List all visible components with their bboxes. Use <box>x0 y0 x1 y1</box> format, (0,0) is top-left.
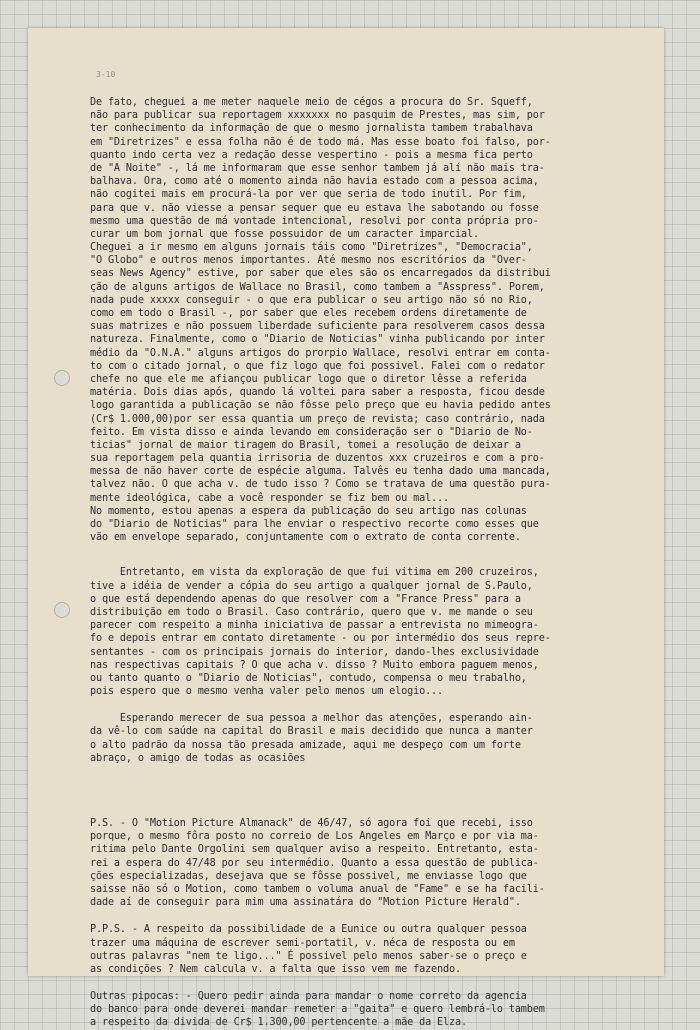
text-line: do "Diario de Noticias" para lhe enviar o respectivo recorte como esses que <box>90 519 539 530</box>
text-line: mesmo uma questão de má vontade intencional, resolvi por conta própria pro- <box>90 215 539 227</box>
postscript-2 <box>90 923 638 976</box>
text-line: "O Globo" e outros menos importantes. Até mesmo nos escritórios da "Over- <box>90 255 527 267</box>
paragraph-entretanto <box>90 566 638 698</box>
postscript <box>90 817 638 909</box>
text-line: De fato, cheguei a me meter naquele meio de cégos a procura do Sr. Squeff, <box>90 97 533 108</box>
text-line: ção de alguns artigos de Wallace no Brasil, como tambem a "Asspress". Porem, <box>90 281 545 293</box>
text-line: P.S. - O "Motion Picture Almanack" de 46/47, só agora foi que recebi, isso <box>90 818 533 829</box>
text-line: de "A Noite" -, lá me informaram que esse senhor tambem já alí não mais tra- <box>90 162 545 174</box>
text-line: em "Diretrizes" e essa folha não é de todo má. Mas esse boato foi falso, por- <box>90 136 551 148</box>
text-line: rei a espera do 47/48 por seu intermédio. Quanto a essa questão de publica- <box>90 857 539 869</box>
text-line: seas News Agency" estive, por saber que eles são os encarregados da distribui <box>90 268 551 280</box>
text-line: ritima pelo Dante Orgolini sem qualquer aviso a respeito. Entretanto, esta- <box>90 844 539 856</box>
text-line: Entretanto, em vista da exploração de que fui vitima em 200 cruzeiros, <box>90 567 539 579</box>
text-line: nas respectivas capitais ? O que acha v. disso ? Muito embora paguem menos, <box>90 659 539 671</box>
text-line: Outras pipocas: - Quero pedir ainda para mandar o nome correto da agencia <box>90 991 527 1003</box>
text-line: talvez não. O que acha v. de tudo isso ? Como se tratava de uma questão pura- <box>90 479 551 491</box>
text-line: o que está dependendo apenas do que resolver com a "France Press" para a <box>90 593 521 605</box>
text-line: natureza. Finalmente, como o "Diario de Noticias" vinha publicando por inter <box>90 334 545 346</box>
text-line: porque, o mesmo fôra posto no correio de Los Angeles em Março e por via ma- <box>90 831 539 843</box>
punch-hole <box>54 602 70 618</box>
text-line: não para publicar sua reportagem xxxxxxx no pasquim de Prestes, mas sim, por <box>90 110 545 122</box>
text-line: (Cr$ 1.000,00)por ser essa quantia um preço de revista; caso contrário, nada <box>90 413 545 425</box>
text-line: ter conhecimento da informação de que o mesmo jornalista tambem trabalhava <box>90 123 533 135</box>
text-line: distribuição em todo o Brasil. Caso contrário, quero que v. me mande o seu <box>90 606 533 618</box>
text-line: da vê-lo com saúde na capital do Brasil e mais decidido que nunca a manter <box>90 726 533 738</box>
page-mark: 3-10 <box>96 70 116 79</box>
text-line: trazer uma máquina de escrever semi-portatil, v. néca de resposta ou em <box>90 937 515 949</box>
text-line: ou tanto quanto o "Diario de Noticias", contudo, compensa o meu trabalho, <box>90 672 527 684</box>
text-line: logo garantida a publicação se não fôsse pelo preço que eu havia pedido antes <box>90 400 551 412</box>
text-line: P.P.S. - A respeito da possibilidade de a Eunice ou outra qualquer pessoa <box>90 924 527 936</box>
text-line: parecer com respeito a minha iniciativa de passar a entrevista no mimeogra- <box>90 620 539 632</box>
text-line: messa de não haver corte de espécie alguma. Talvês eu tenha dado uma mancada, <box>90 466 551 478</box>
text-line: Cheguei a ir mesmo em alguns jornais táis como "Diretrizes", "Democracia", <box>90 242 533 254</box>
text-line: suas matrizes e não possuem liberdade suficiente para resolverem casos dessa <box>90 321 545 333</box>
text-line: tive a idéia de vender a cópia do seu artigo a qualquer jornal de S.Paulo, <box>90 580 533 592</box>
text-line: chefe no que ele me afiançou publicar logo que o diretor lêsse a referida <box>90 373 527 385</box>
punch-hole <box>54 370 70 386</box>
text-line: dade aí de conseguir para mim uma assinatára do "Motion Picture Herald". <box>90 897 521 909</box>
text-line: vão em envelope separado, conjuntamente com o extrato de conta corrente. <box>90 532 521 544</box>
text-line: matéria. Dois dias após, quando lá voltei para saber a resposta, ficou desde <box>90 387 545 399</box>
text-line: balhava. Ora, como até o momento ainda não havia estado com a pessoa acima, <box>90 176 539 188</box>
text-line: as condições ? Nem calcula v. a falta que isso vem me fazendo. <box>90 963 461 975</box>
text-line: fo e depois entrar em contato diretamente - ou por intermédio dos seus repre- <box>90 633 551 645</box>
paragraph-main <box>90 96 638 544</box>
text-line: como em todo o Brasil -, por saber que eles recebem ordens diretamente de <box>90 308 527 319</box>
letter-page <box>28 28 664 1029</box>
text-line: sua reportagem pela quantia irrisoria de duzentos xxx cruzeiros e com a pro- <box>90 453 545 465</box>
text-line: ticias" jornal de maior tiragem do Brasil, tomei a resolução de deixar a <box>90 439 521 451</box>
text-line: to com o citado jornal, o que fiz logo que foi possivel. Falei com o redator <box>90 360 545 372</box>
text-line: não cogitei mais em procurá-la por ver que seria de todo inutil. Por fim, <box>90 189 527 201</box>
text-line: do banco para onde deverei mandar remeter a "gaita" e quero lembrá-lo tambem <box>90 1004 545 1016</box>
paragraph-closing <box>90 712 638 765</box>
text-line: curar um bom jornal que fosse possuidor de um caracter imparcial. <box>90 228 479 240</box>
text-line: No momento, estou apenas a espera da publicação do seu artigo nas colunas <box>90 505 527 517</box>
text-line: nada pude xxxxx conseguir - o que era publicar o seu artigo não só no Rio, <box>90 294 533 306</box>
text-line: saisse não só o Motion, como tambem o voluma anual de "Fame" e se ha facili- <box>90 883 545 895</box>
text-line: a respeito da divida de Cr$ 1.300,00 pertencente a mãe da Elza. <box>90 1017 467 1029</box>
text-line: Esperando merecer de sua pessoa a melhor das atenções, esperando ain- <box>90 713 533 725</box>
text-line: quanto indo certa vez a redação desse vespertino - pois a mesma fica perto <box>90 149 533 161</box>
outras-pipocas <box>90 990 638 1030</box>
text-line: abraço, o amigo de todas as ocasiões <box>90 752 306 764</box>
text-line: ções especializadas, desejava que se fôsse possivel, me enviasse logo que <box>90 870 527 882</box>
text-line: para que v. não viesse a pensar sequer que eu estava lhe sabotando ou fosse <box>90 202 539 214</box>
text-line: médio da "O.N.A." alguns artigos do prorpio Wallace, resolvi entrar em conta- <box>90 347 551 359</box>
text-line: mente ideológica, cabe a você responder se fiz bem ou mal... <box>90 492 450 504</box>
text-line: feito. Em vista disso e ainda levando em consideração ser o "Diario de No- <box>90 426 533 438</box>
text-line: pois espero que o mesmo venha valer pelo menos um elogio... <box>90 686 444 698</box>
text-line: outras palavras "nem te ligo..." É possivel pelo menos saber-se o preço e <box>90 950 527 962</box>
text-line: o alto padrão da nossa tão presada amizade, aqui me despeço com um forte <box>90 739 521 751</box>
text-line: sentantes - com os principais jornais do interior, dando-lhes exclusividade <box>90 646 539 658</box>
